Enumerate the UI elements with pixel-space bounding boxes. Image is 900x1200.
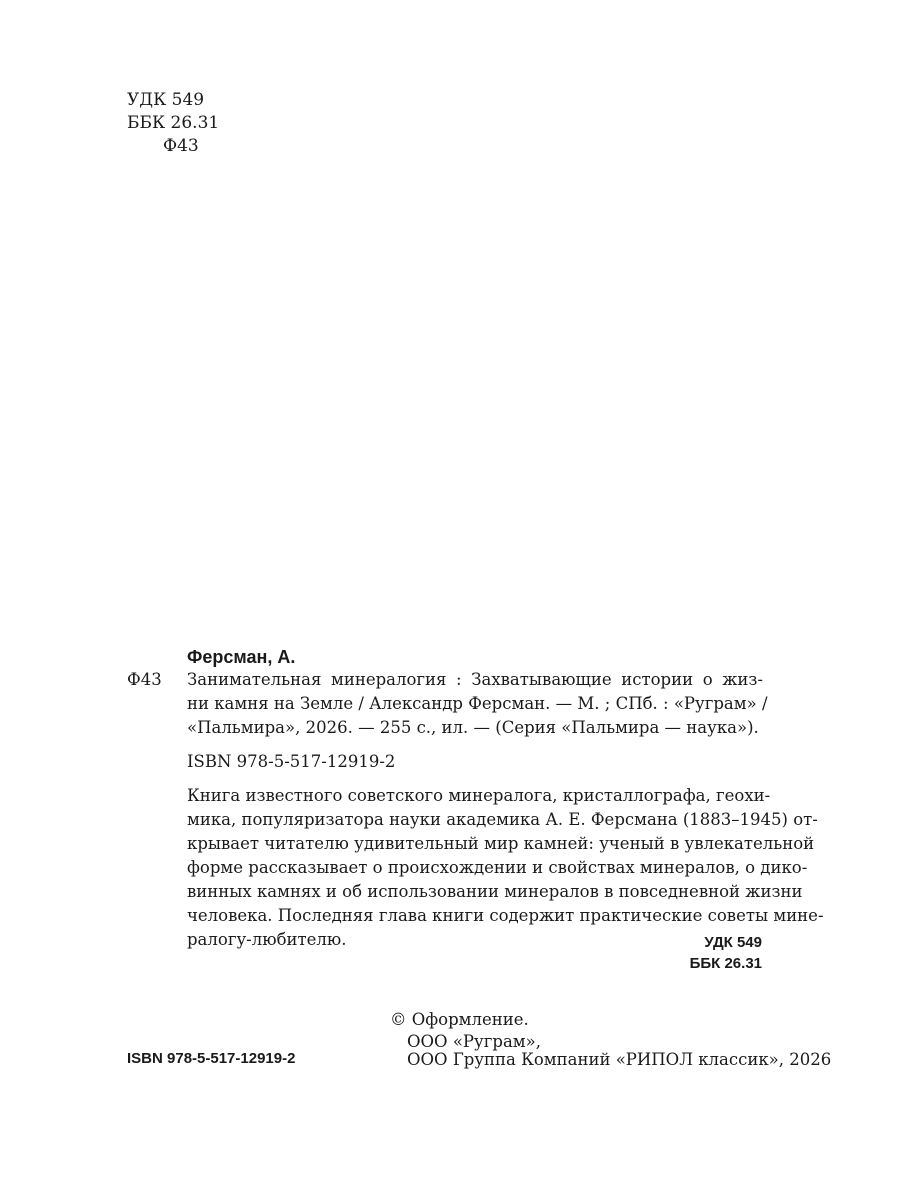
author-name: Ферсман, А. [187, 647, 296, 667]
annotation-line: мика, популяризатора науки академика А. Е. Ферсмана (1883–1945) от- [187, 810, 818, 829]
copyright-line-2: ООО «Руграм», [407, 1032, 541, 1051]
card-bbk: ББК 26.31 [689, 955, 762, 972]
title-line-1: Занимательная минералогия : Захватывающие истории о жиз- [187, 670, 763, 689]
footer-isbn: ISBN 978-5-517-12919-2 [127, 1050, 296, 1067]
udk-code: УДК 549 [127, 90, 205, 110]
top-classification [127, 89, 219, 158]
annotation-line: винных камнях и об использовании минералов в повседневной жизни [187, 882, 803, 901]
annotation-line: Книга известного советского минералога, кристаллографа, геохи- [187, 786, 771, 805]
card-udk: УДК 549 [704, 934, 762, 951]
copyright-line-1: © Оформление. [390, 1010, 529, 1029]
title-line-2: ни камня на Земле / Александр Ферсман. — М. ; СПб. : «Руграм» / [187, 694, 768, 713]
annotation-line: ралогу-любителю. [187, 930, 347, 949]
author-mark: Ф43 [163, 136, 199, 156]
title-line-3: «Пальмира», 2026. — 255 с., ил. — (Серия «Пальмира — наука»). [187, 718, 759, 737]
annotation-line: крывает читателю удивительный мир камней: ученый в увлекательной [187, 834, 815, 853]
bbk-code: ББК 26.31 [127, 113, 220, 133]
annotation-line: человека. Последняя глава книги содержит практические советы мине- [187, 906, 824, 925]
isbn-line: ISBN 978-5-517-12919-2 [187, 752, 396, 771]
copyright-line-3: ООО Группа Компаний «РИПОЛ классик», 2026 [407, 1050, 832, 1069]
card-author-mark: Ф43 [127, 670, 162, 689]
annotation-line: форме рассказывает о происхождении и свойствах минералов, о дико- [187, 858, 808, 877]
